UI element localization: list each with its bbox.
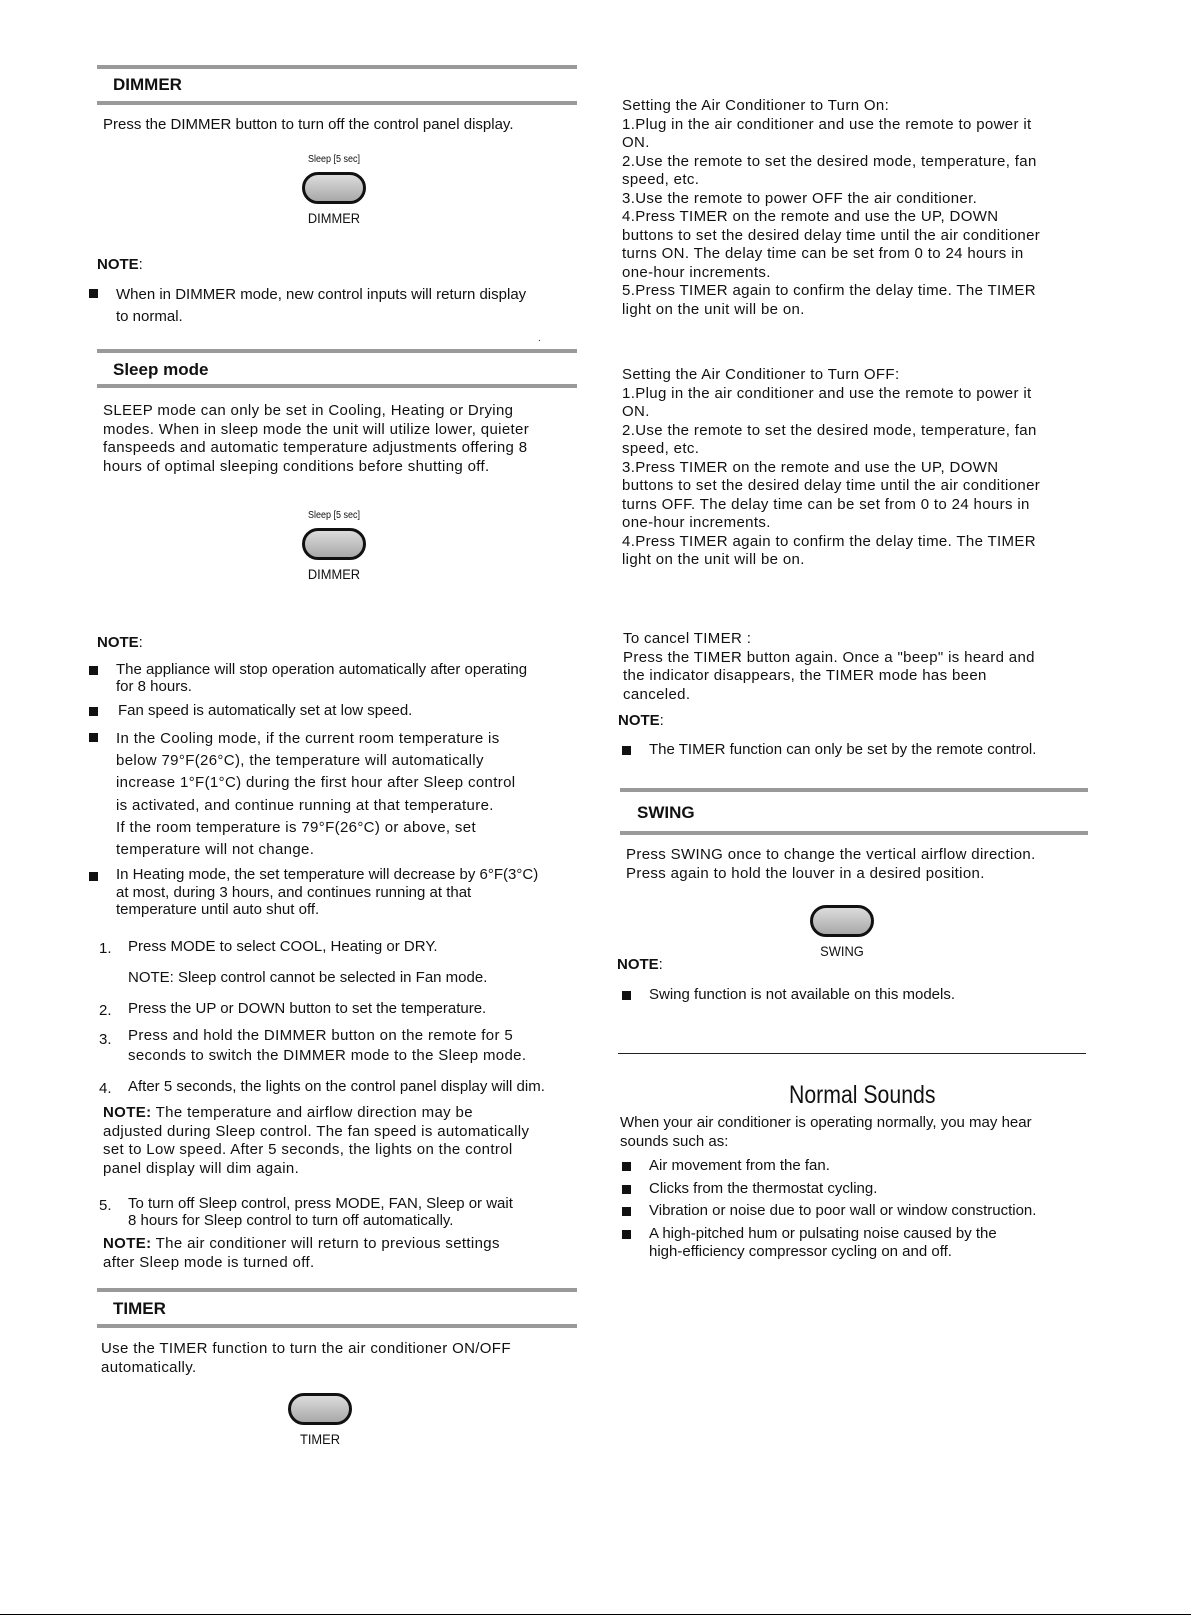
timer-description: Use the TIMER function to turn the air conditioner ON/OFF automatically.: [101, 1340, 511, 1376]
timer-button-icon: [288, 1393, 352, 1425]
bullet-square-icon: [622, 1185, 631, 1194]
bullet-square-icon: [622, 991, 631, 1000]
sleep-button-label: DIMMER: [307, 566, 361, 582]
timer-rule-bottom: [97, 1324, 577, 1328]
bullet-square-icon: [622, 746, 631, 755]
sleep-button-icon: [302, 528, 366, 560]
sleep-note-2: NOTE: The temperature and airflow direction may be adjusted during Sleep control. The fan speed is automatically set to Low speed. After 5 seconds, the lights on the control panel display will dim again.: [103, 1104, 530, 1177]
dimmer-button-caption: Sleep [5 sec]: [307, 154, 361, 165]
timer-off-instructions: Setting the Air Conditioner to Turn OFF: 1.Plug in the air conditioner and use the remote to power it ON. 2.Use the remote to set the desired mode, temperature, fan speed, etc. 3.Press TIMER on the remote and use the UP, DOWN buttons to set the desired delay time until the air conditioner turns OFF. The delay time can be set from 0 to 24 hours in one-hour increments. 4.Press TIMER again to confirm the delay time. The TIMER light on the unit will be on.: [622, 366, 1041, 568]
swing-heading: SWING: [637, 803, 695, 822]
sleep-button-illustration: [274, 510, 394, 582]
dimmer-button-label: DIMMER: [307, 210, 361, 226]
sounds-intro: When your air conditioner is operating normally, you may hear sounds such as:: [620, 1114, 1032, 1150]
dimmer-description: Press the DIMMER button to turn off the control panel display.: [103, 116, 514, 133]
sounds-divider: [618, 1053, 1086, 1054]
swing-rule-bottom: [620, 831, 1088, 835]
swing-button-label: SWING: [820, 943, 864, 959]
bullet-square-icon: [89, 872, 98, 881]
dimmer-rule-top: [97, 65, 577, 69]
swing-description: Press SWING once to change the vertical airflow direction. Press again to hold the louver in a desired position.: [626, 846, 1036, 882]
bullet-square-icon: [622, 1207, 631, 1216]
timer-button-label: TIMER: [299, 1431, 341, 1447]
page-bottom-border: [0, 1614, 1191, 1615]
dimmer-button-icon: [302, 172, 366, 204]
sleep-note-label: NOTE:: [97, 634, 143, 651]
timer-cancel-instructions: To cancel TIMER : Press the TIMER button again. Once a "beep" is heard and the indicator disappears, the TIMER mode has been canceled.: [623, 630, 1035, 703]
swing-note-label: NOTE:: [617, 956, 663, 973]
timer-rule-top: [97, 1288, 577, 1292]
dimmer-note-label: NOTE:: [97, 256, 143, 273]
swing-button-icon: [810, 905, 874, 937]
swing-button-illustration: [782, 905, 902, 959]
sleep-rule-top: [97, 349, 577, 353]
stray-dot: .: [538, 333, 541, 344]
timer-on-instructions: Setting the Air Conditioner to Turn On: 1.Plug in the air conditioner and use the remote to power it ON. 2.Use the remote to set the desired mode, temperature, fan speed, etc. 3.Use the remote to power OFF the air conditioner. 4.Press TIMER on the remote and use the UP, DOWN buttons to set the desired delay time until the air conditioner turns ON. The delay time can be set from 0 to 24 hours in one-hour increments. 5.Press TIMER again to confirm the delay time. The TIMER light on the unit will be on.: [622, 97, 1041, 318]
sleep-description: SLEEP mode can only be set in Cooling, Heating or Drying modes. When in sleep mode the unit will utilize lower, quieter fanspeeds and automatic temperature adjustments offering 8 hours of optimal sleeping conditions before shutting off.: [103, 402, 530, 475]
bullet-square-icon: [622, 1230, 631, 1239]
dimmer-heading: DIMMER: [113, 75, 182, 94]
sleep-button-caption: Sleep [5 sec]: [307, 510, 361, 521]
timer-heading: TIMER: [113, 1299, 166, 1318]
sleep-rule-bottom: [97, 384, 577, 388]
bullet-square-icon: [89, 289, 98, 298]
dimmer-rule-bottom: [97, 101, 577, 105]
dimmer-button-illustration: [274, 154, 394, 226]
sounds-title: Normal Sounds: [789, 1081, 936, 1109]
timer-button-illustration: [260, 1393, 380, 1447]
sleep-note-3: NOTE: The air conditioner will return to previous settings after Sleep mode is turned off.: [103, 1235, 500, 1271]
sleep-heading: Sleep mode: [113, 360, 209, 379]
bullet-square-icon: [89, 733, 98, 742]
bullet-square-icon: [89, 707, 98, 716]
bullet-square-icon: [89, 666, 98, 675]
swing-rule-top: [620, 788, 1088, 792]
timer-note-label: NOTE:: [618, 712, 664, 729]
bullet-square-icon: [622, 1162, 631, 1171]
